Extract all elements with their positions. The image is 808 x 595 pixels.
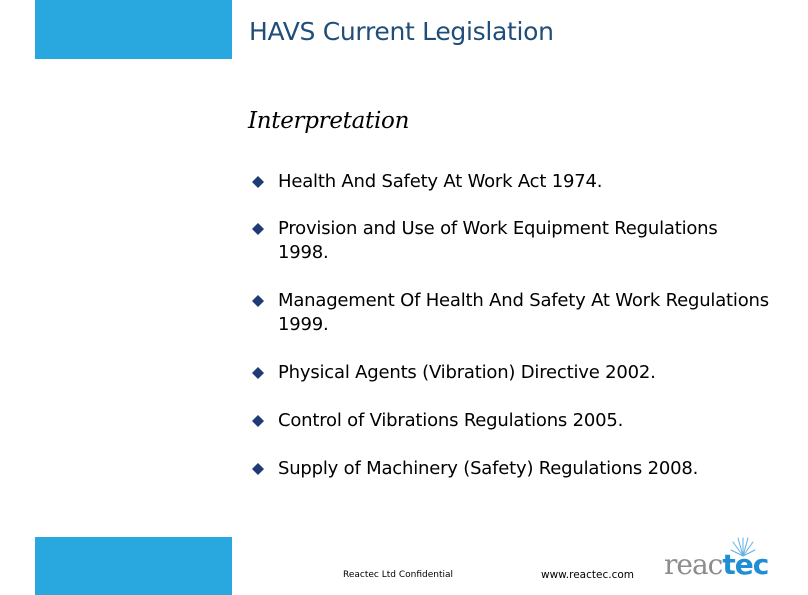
diamond-bullet-icon [252, 463, 264, 475]
bullet-item [250, 409, 770, 433]
reactec-logo [664, 536, 794, 584]
logo-part-reac: reac [664, 548, 723, 581]
slide-subtitle: Interpretation [248, 108, 410, 134]
bullet-text: Management Of Health And Safety At Work Regulations 1999. [278, 290, 769, 335]
logo-part-tec: tec [722, 548, 769, 581]
bullet-item [250, 217, 770, 265]
bullet-item [250, 457, 770, 481]
bullet-text: Control of Vibrations Regulations 2005. [278, 410, 624, 431]
bullet-item [250, 361, 770, 385]
bullet-text: Physical Agents (Vibration) Directive 2002. [278, 362, 656, 383]
diamond-bullet-icon [252, 415, 264, 427]
bottom-accent-bar [35, 537, 232, 595]
bullet-text: Health And Safety At Work Act 1974. [278, 171, 603, 192]
diamond-bullet-icon [252, 295, 264, 307]
bullet-item [250, 170, 770, 194]
bullet-text: Supply of Machinery (Safety) Regulations 2008. [278, 458, 699, 479]
footer-url: www.reactec.com [541, 569, 635, 581]
bullet-text: Provision and Use of Work Equipment Regulations 1998. [278, 218, 718, 263]
diamond-bullet-icon [252, 176, 264, 188]
diamond-bullet-icon [252, 223, 264, 235]
top-accent-bar [35, 0, 232, 59]
slide-title: HAVS Current Legislation [249, 17, 554, 46]
diamond-bullet-icon [252, 367, 264, 379]
logo-wordmark [664, 548, 768, 581]
footer-confidential: Reactec Ltd Confidential [343, 570, 454, 580]
bullet-item [250, 289, 770, 337]
